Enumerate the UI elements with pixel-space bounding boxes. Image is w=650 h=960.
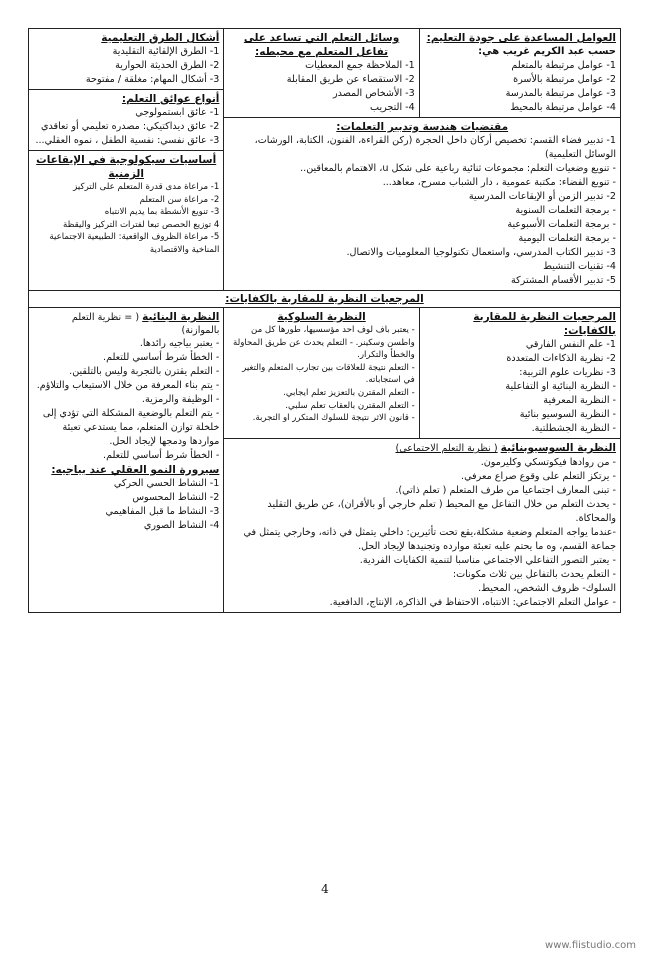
list-item: 2- تدبير الزمن أو الإيقاعات المدرسية — [468, 191, 616, 202]
list-item: 4- تقنيات التنشيط — [543, 261, 616, 272]
constr-title: النظرية البنائية — [142, 311, 220, 323]
list-item: 2- مراعاة سن المتعلم — [139, 194, 220, 205]
list-item: 2- النشاط المحسوس — [132, 492, 220, 503]
page-number: 4 — [321, 882, 329, 896]
list-item: - التعلم يحدث بالتفاعل بين ثلاث مكونات: — [452, 569, 616, 580]
list-item: 4- عوامل مرتبطة بالمحيط — [510, 102, 616, 113]
socio-list — [228, 456, 616, 610]
list-item: - التعلم المقترن بالعقاب تعلم سلبي. — [285, 400, 415, 411]
means-title: وسائل التعلم التي تساعد على تفاعل المتعلم مع محيطه: — [243, 32, 400, 58]
list-item: - يحدث التعلم من خلال التفاعل مع المحيط ( تعلم خارجي أو بالأقران)، عن طريق التقليد والمحاكاة. — [267, 499, 616, 524]
list-item: - النظرية المعرفية — [543, 395, 616, 406]
methods-block — [29, 29, 223, 90]
obstacles-title: أنواع عوائق التعلم: — [121, 93, 220, 105]
engineering-cell — [224, 118, 621, 291]
constr-title-rest: ( = نظرية التعلم بالموازنة) — [71, 312, 220, 336]
list-item: - يتم التعلم بالوضعية المشكلة التي تؤدي إلى خلخلة توازن المتعلم، مما يستدعي تعبئة مواردها ودمجها لإيجاد الحل. — [42, 408, 220, 447]
list-item: - من روادها فيكوتسكي وكليرمون. — [480, 457, 616, 468]
list-item: - التعلم يقترن بالتجربة وليس بالتلقين. — [69, 366, 220, 377]
list-item: 1- عائق ابستمولوجي — [135, 107, 220, 118]
list-item: 5- تدبير الأقسام المشتركة — [510, 275, 616, 286]
behav-title: النظرية السلوكية — [277, 311, 366, 323]
list-item: 5- مراعاة الظروف الواقعية: الطبيعية الاجتماعية المناخية والاقتصادية — [49, 232, 220, 255]
quality-factors-cell — [419, 29, 620, 118]
list-item: 3- النشاط ما قبل المفاهيمي — [105, 506, 220, 517]
list-item: السلوك- ظروف الشخص، المحيط. — [478, 583, 616, 594]
list-item: - يرتكز التعلم على وقوع صراع معرفي. — [461, 471, 616, 482]
list-item: - تنويع وضعيات التعلم: مجموعات ثنائية رباعية على شكل u، الاهتمام بالمعاقين.. — [300, 163, 616, 174]
socioconstructivism-cell — [224, 439, 621, 613]
obstacles-block — [29, 90, 223, 151]
list-item: 1- الملاحظة جمع المعطيات — [305, 60, 415, 71]
list-item: 1- عوامل مرتبطة بالمتعلم — [511, 60, 616, 71]
document-page — [28, 28, 621, 613]
list-item: - النظرية الجشطلتية. — [531, 423, 616, 434]
list-item: 4 توزيع الحصص تبعا لفترات التركيز واليقظة — [62, 219, 220, 230]
list-item: 2- الاستقصاء عن طريق المقابلة — [286, 74, 415, 85]
list-item: - التعلم نتيجة للعلاقات بين تجارب المتعلم والتغير في استجاباته. — [242, 362, 415, 386]
list-item: 2- الطرق الحديثة الحوارية — [115, 60, 220, 71]
list-item: 3- عوامل مرتبطة بالمدرسة — [505, 88, 616, 99]
refs-list — [424, 338, 616, 436]
list-item: 3- تنويع الأنشطة بما يديم الانتباه — [104, 207, 220, 218]
list-item: - قانون الاثر نتيجة للسلوك المتكرر او التجربة. — [252, 413, 415, 424]
list-item: - يتم بناء المعرفة من خلال الاستيعاب والتلاؤم. — [36, 380, 220, 391]
list-item: - تبنى المعارف اجتماعيا من طرف المتعلم ( تعلم ذاتي). — [395, 485, 616, 496]
list-item: 3- تدبير الكتاب المدرسي، واستعمال تكنولوجيا المعلوميات والاتصال. — [346, 247, 616, 258]
list-item: -عندما يواجه المتعلم وضعية مشكلة،يقع تحت تأثيرين: داخلي يتمثل في ذاته، وخارجي يتمثل في جماعة القسم، وه ما يحتم عليه تعبئة موارده وتجنيدها لإيجاد الحل. — [243, 527, 616, 552]
socio-title-rest: ( نظرية التعلم الاجتماعي) — [395, 443, 498, 454]
stages-list — [33, 477, 219, 533]
methods-list — [33, 45, 219, 87]
methods-title: أشكال الطرق التعليمية — [101, 32, 220, 44]
list-item: 1- علم النفس الفارقي — [525, 339, 616, 350]
list-item: - النظرية السوسيو بنائية — [519, 409, 616, 420]
engineering-list — [228, 134, 616, 288]
content-table — [28, 28, 621, 613]
constr-heading — [33, 310, 219, 337]
list-item: - برمجة التعلمات السنوية — [515, 205, 616, 216]
socio-heading — [228, 441, 616, 456]
list-item: - التعلم المقترن بالتعزيز تعلم ايجابي. — [283, 387, 415, 398]
list-item: 1- النشاط الحسي الحركي — [113, 478, 220, 489]
list-item: 4- النشاط الصوري — [143, 520, 220, 531]
psych-block — [29, 151, 223, 259]
list-item: - تنويع الفضاء: مكتبة عمومية ، دار الشباب مسرح، معاهد... — [382, 177, 616, 188]
quality-title: العوامل المساعدة على جودة التعليم: — [426, 32, 616, 44]
psych-title: أساسيات سيكولوجية في الإيقاعات الزمنية — [36, 154, 217, 180]
section-title: المرجعيات النظرية للمقاربة بالكفايات: — [29, 291, 621, 308]
quality-subtitle: حسب عبد الكريم غريب هي: — [478, 46, 616, 57]
obstacles-list — [33, 106, 219, 148]
list-item: 1- الطرق الإلقائية التقليدية — [112, 46, 220, 57]
list-item: 2- عوامل مرتبطة بالأسرة — [513, 74, 616, 85]
list-item: - عوامل التعلم الاجتماعي: الانتباه، الاحتفاظ في الذاكرة، الإنتاج، الدافعية. — [329, 597, 616, 608]
constructivism-cell — [29, 308, 224, 613]
list-item: 1- مراعاة مدى قدرة المتعلم على التركيز — [73, 182, 220, 192]
list-item: 3- الأشخاص المصدر — [333, 88, 415, 99]
means-list — [228, 59, 414, 115]
learning-means-cell — [224, 29, 419, 118]
list-item: - النظرية البنائية او التفاعلية — [505, 381, 616, 392]
list-item: - الخطأ شرط أساسي للتعلم. — [103, 450, 220, 461]
list-item: - الوظيفة والرمزية. — [141, 394, 220, 405]
stages-title: سيرورة النمو العقلي عند بياجيه: — [51, 464, 220, 476]
list-item: 2- عائق ديداكتيكي: مصدره تعليمي أو تعاقدي — [40, 121, 220, 132]
refs-title: المرجعيات النظرية للمقاربة بالكفايات: — [473, 311, 616, 337]
list-item: 3- عائق نفسي: نفسية الطفل ، نموه العقلي... — [35, 135, 220, 146]
list-item: - برمجة التعلمات الأسبوعية — [507, 219, 616, 230]
list-item: 2- نظرية الذكاءات المتعددة — [506, 353, 616, 364]
website-watermark: www.fiistudio.com — [545, 940, 636, 951]
refs-cell — [419, 308, 620, 439]
list-item: 3- نظريات علوم التربية: — [519, 367, 616, 378]
quality-list — [424, 59, 616, 115]
socio-title: النظرية السوسيوبنائية — [500, 442, 616, 454]
list-item: - الخطأ شرط أساسي للتعلم. — [103, 352, 220, 363]
behaviorism-cell — [224, 308, 419, 439]
psych-list — [33, 181, 219, 257]
engineering-title: مقتضيات هندسة وتدبير التعلمات: — [336, 121, 509, 133]
list-item: - برمجة التعلمات اليومية — [518, 233, 616, 244]
list-item: 3- أشكال المهام: مغلقة / مفتوحة — [85, 74, 220, 85]
list-item: 4- التجريب — [370, 102, 415, 113]
list-item: - يعتبر باف لوف احد مؤسسيها، طورها كل من واطسن وسكينر. - التعلم يحدث عن طريق المحاولة والخطأ والتكرار. — [232, 325, 415, 361]
behav-list — [228, 324, 414, 425]
list-item: 1- تدبير فضاء القسم: تخصيص أركان داخل الحجرة (ركن القراءة، الفنون، الكتابة، الورشات، الوسائل التعليمية) — [254, 135, 616, 160]
constr-list — [33, 337, 219, 463]
left-stack-cell — [29, 29, 224, 291]
list-item: - يعتبر التصور التفاعلي الاجتماعي مناسبا لتنمية الكفايات الفردية. — [359, 555, 616, 566]
list-item: - يعتبر بياجيه رائدها. — [139, 338, 220, 349]
